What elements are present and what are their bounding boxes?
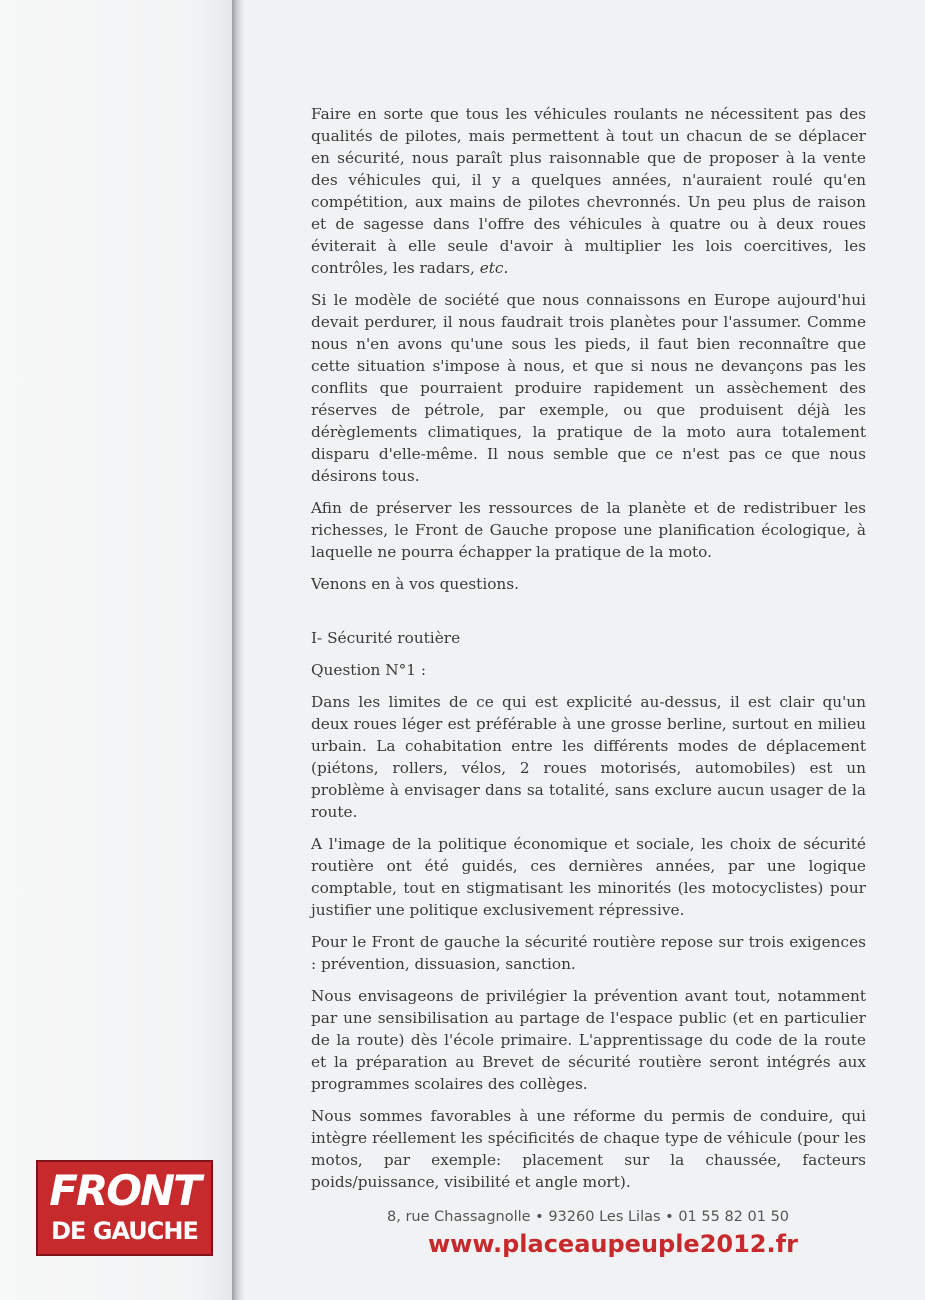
front-de-gauche-logo — [36, 1160, 213, 1256]
left-margin-strip — [0, 0, 232, 1300]
paragraph-license-reform: Nous sommes favorables à une réforme du permis de conduire, qui intègre réellement les spécificités de chaque type de véhicule (pour les motos, par exemple: placement sur la chaussée, facteurs poids/puissance, visibilité et angle mort). — [311, 1107, 866, 1191]
paragraph-vehicles — [311, 103, 866, 279]
paragraph-three-planets: Si le modèle de société que nous connaissons en Europe aujourd'hui devait perdurer, il nous faudrait trois planètes pour l'assumer. Comme nous n'en avons qu'une sous les pieds, il faut bien reconnaître que cette situation s'impose à nous, et que si nous ne devançons pas les conflits que pourraient produire rapidement un assèchement des réserves de pétrole, par exemple, ou que produisent déjà les dérèglements climatiques, la pratique de la moto aura totalement disparu d'elle-même. Il nous semble que ce n'est pas ce que nous désirons tous. — [311, 291, 866, 485]
paragraph-prevention: Nous envisageons de privilégier la prévention avant tout, notamment par une sensibilisation au partage de l'espace public (et en particulier de la route) dès l'école primaire. L'apprentissage du code de la route et la préparation au Brevet de sécurité routière seront intégrés aux programmes scolaires des collèges. — [311, 987, 866, 1093]
paragraph-road-safety-policy: A l'image de la politique économique et sociale, les choix de sécurité routière ont été guidés, ces dernières années, par une logique comptable, tout en stigmatisant les minorités (les motocyclistes) pour justifier une politique exclusivement répressive. — [311, 835, 866, 919]
body-text — [311, 103, 866, 1203]
footer-website-link[interactable]: www.placeaupeuple2012.fr — [428, 1230, 798, 1258]
paragraph-questions-intro: Venons en à vos questions. — [311, 575, 519, 593]
paragraph-three-requirements: Pour le Front de gauche la sécurité routière repose sur trois exigences : prévention, dissuasion, sanction. — [311, 933, 866, 973]
footer-address: 8, rue Chassagnolle • 93260 Les Lilas • 01 55 82 01 50 — [387, 1209, 790, 1225]
logo-line-front: FRONT — [49, 1166, 200, 1215]
paragraph-two-wheelers: Dans les limites de ce qui est explicité au-dessus, il est clair qu'un deux roues léger est préférable à une grosse berline, surtout en milieu urbain. La cohabitation entre les différents modes de déplacement (piétons, rollers, vélos, 2 roues motorisés, automobiles) est un problème à envisager dans sa totalité, sans exclure aucun usager de la route. — [311, 693, 866, 821]
page-fold-shadow — [232, 0, 244, 1300]
section-heading: I- Sécurité routière — [311, 629, 461, 647]
paragraph-vehicles-etc: etc. — [479, 259, 509, 277]
paragraph-vehicles-text: Faire en sorte que tous les véhicules roulants ne nécessitent pas des qualités de pilotes, mais permettent à tout un chacun de se déplacer en sécurité, nous paraît plus raisonnable que de proposer à la vente des véhicules qui, il y a quelques années, n'auraient roulé qu'en compétition, aux mains de pilotes chevronnés. Un peu plus de raison et de sagesse dans l'offre des véhicules à quatre ou à deux roues éviterait à elle seule d'avoir à multiplier les lois coercitives, les contrôles, les radars, — [311, 105, 866, 277]
logo-line-de-gauche: DE GAUCHE — [51, 1217, 198, 1245]
paragraph-ecological-planning: Afin de préserver les ressources de la planète et de redistribuer les richesses, le Front de Gauche propose une planification écologique, à laquelle ne pourra échapper la pratique de la moto. — [311, 499, 866, 561]
question-label: Question N°1 : — [311, 661, 427, 679]
